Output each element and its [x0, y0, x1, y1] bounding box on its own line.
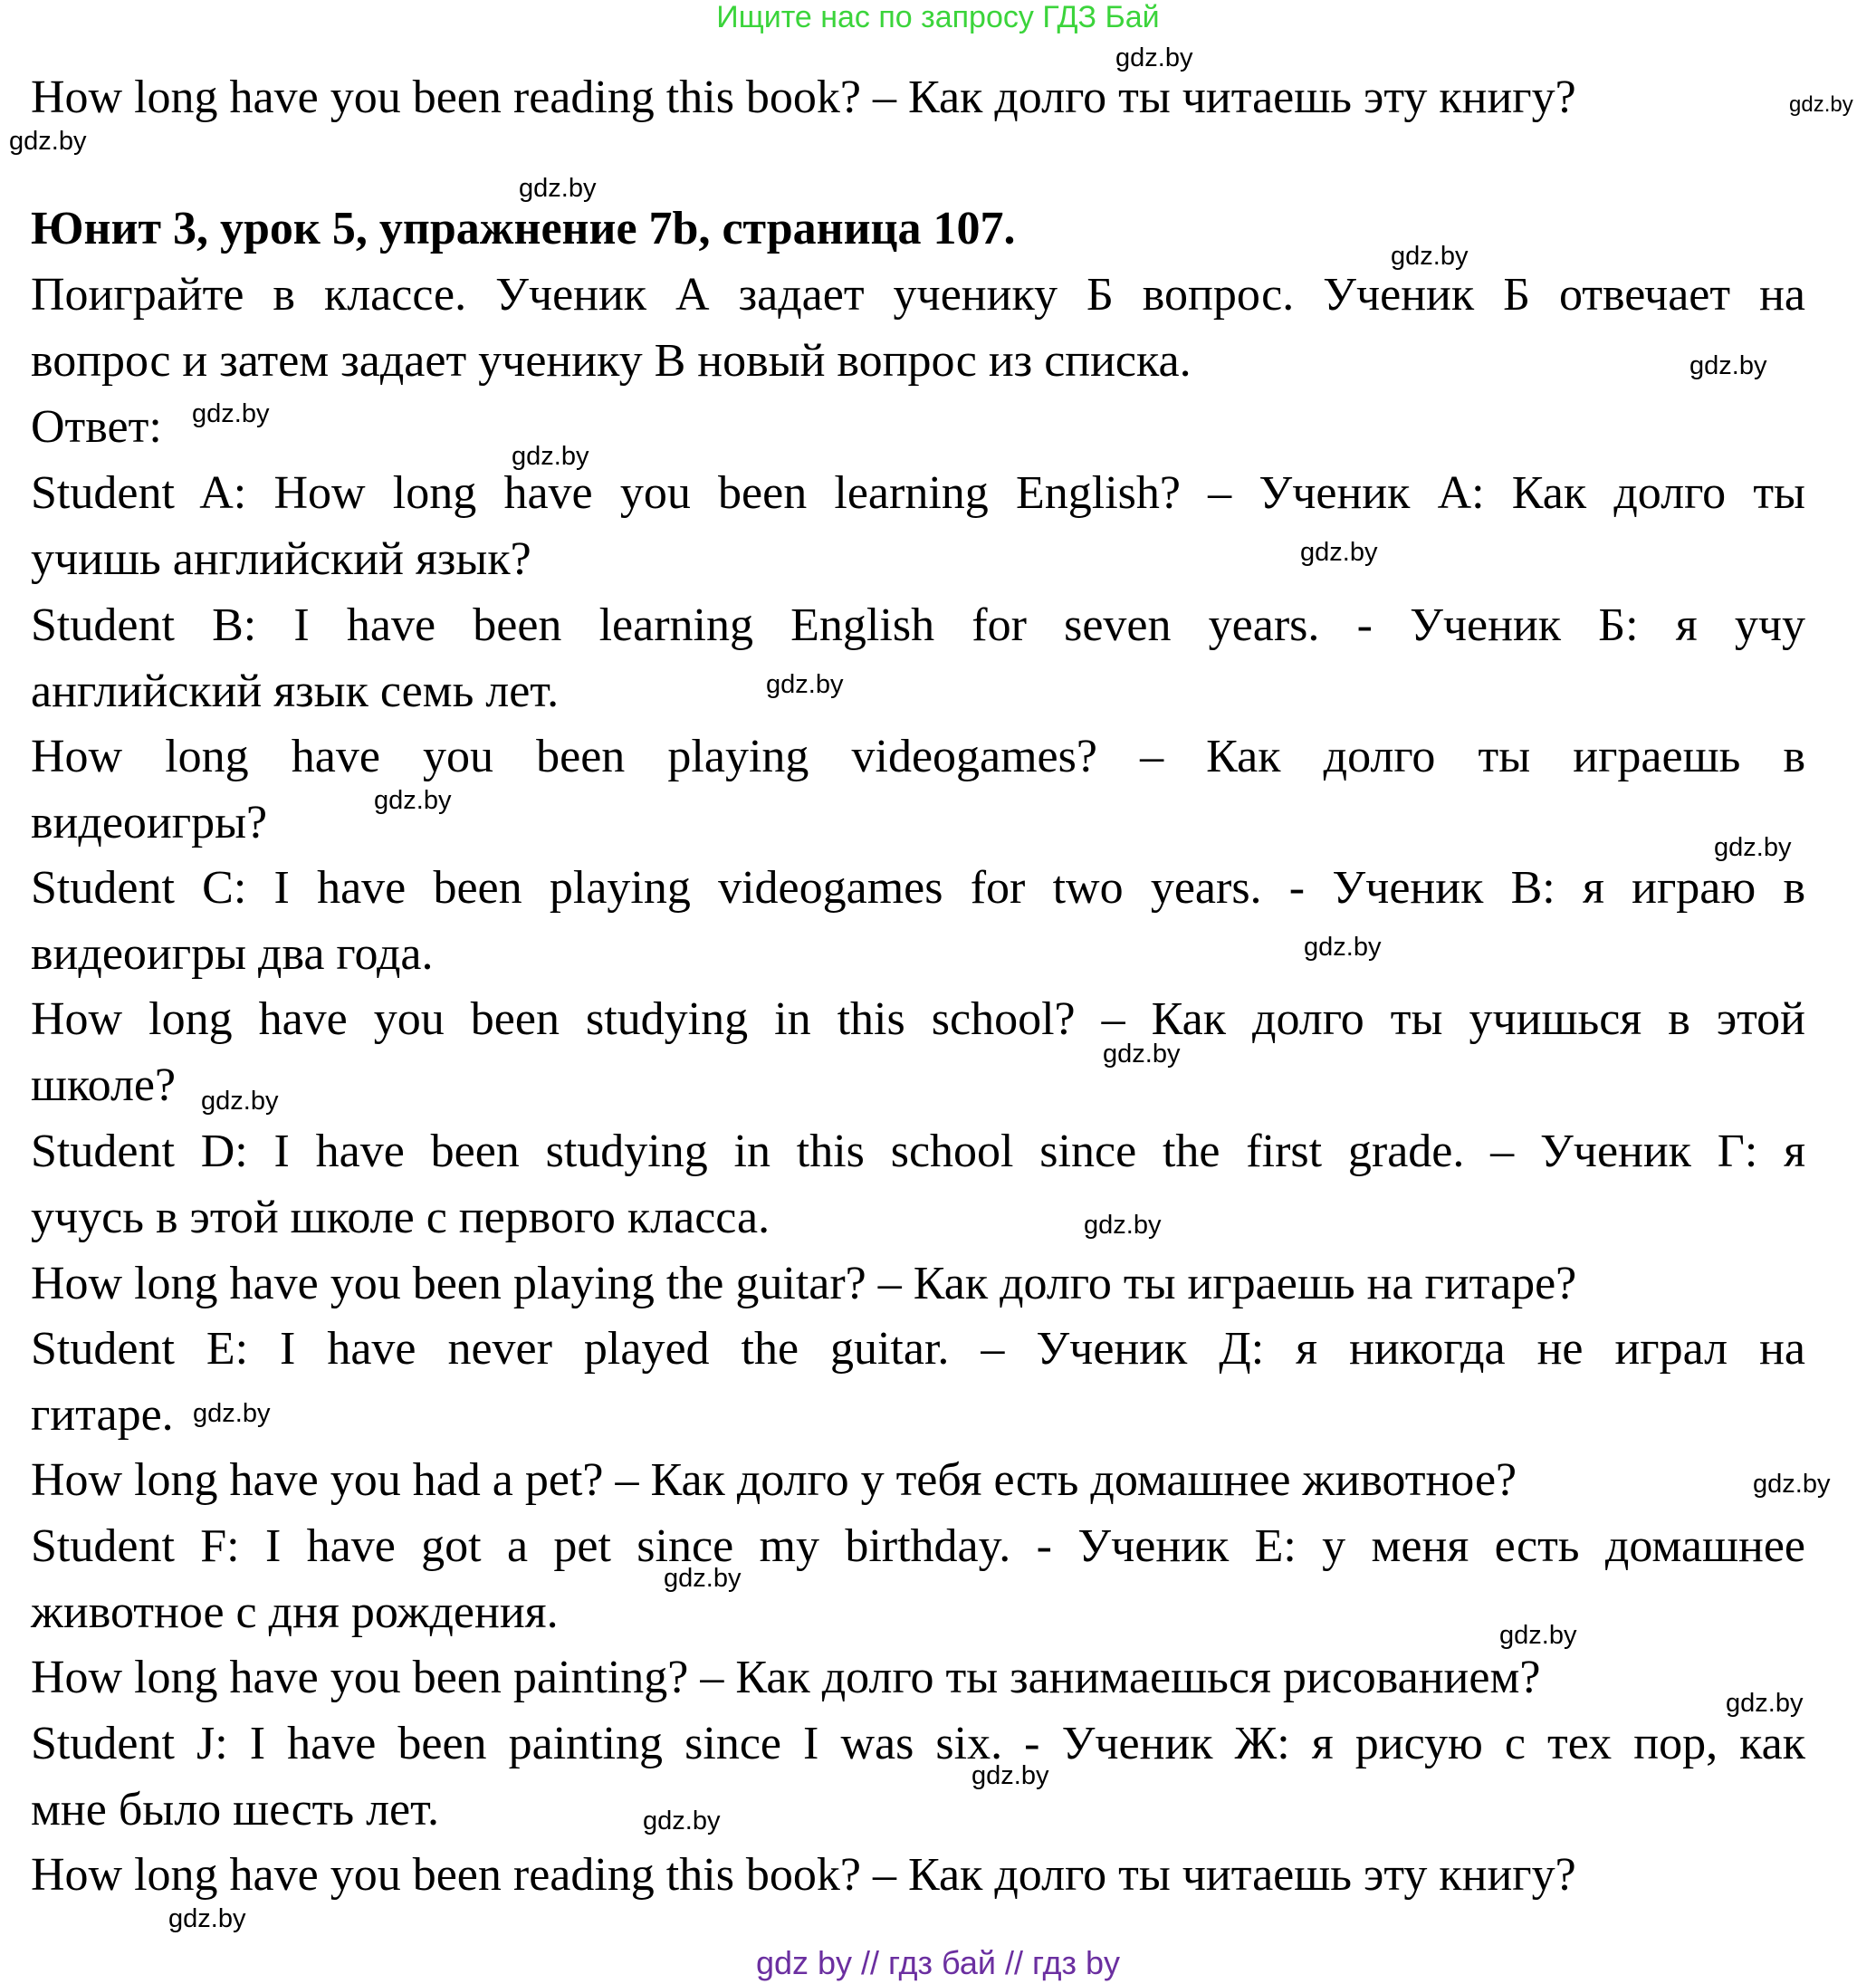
text-line: Student C: I have been playing videogames for two years. - Ученик В: я играю в	[31, 862, 1805, 914]
watermark: gdz.by	[9, 127, 87, 156]
task-text: Поиграйте в классе. Ученик А задает ученику Б вопрос. Ученик Б отвечает на	[31, 269, 1805, 321]
text-line: Student F: I have got a pet since my birthday. - Ученик Е: у меня есть домашнее	[31, 1520, 1805, 1572]
watermark: gdz.by	[1304, 933, 1382, 962]
text-line: How long have you been playing videogames? – Как долго ты играешь в	[31, 731, 1805, 782]
watermark: gdz.by	[193, 1399, 271, 1428]
text-line: Student E: I have never played the guitar. – Ученик Д: я никогда не играл на	[31, 1323, 1805, 1375]
watermark: gdz.by	[1103, 1040, 1181, 1069]
text-line: Student D: I have been studying in this school since the first grade. – Ученик Г: я	[31, 1126, 1805, 1177]
text-line: гитаре.	[31, 1389, 174, 1441]
text-line: How long have you had a pet? – Как долго у тебя есть домашнее животное?	[31, 1454, 1517, 1506]
text-line: видеоигры два года.	[31, 928, 434, 980]
text-line: школе?	[31, 1059, 177, 1111]
task-text: вопрос и затем задает ученику В новый вопрос из списка.	[31, 335, 1192, 387]
watermark: gdz.by	[1391, 242, 1469, 271]
bottom-banner: gdz by // гдз бай // гдз by	[755, 1944, 1121, 1981]
watermark: gdz.by	[1714, 833, 1792, 862]
watermark: gdz.by	[1499, 1621, 1577, 1650]
text-line: How long have you been studying in this school? – Как долго ты учишься в этой	[31, 993, 1805, 1045]
text-line: How long have you been playing the guitar? – Как долго ты играешь на гитаре?	[31, 1258, 1577, 1309]
watermark: gdz.by	[192, 399, 270, 428]
answer-label: Ответ:	[31, 401, 162, 453]
watermark: gdz.by	[766, 670, 844, 699]
text-line: мне было шесть лет.	[31, 1784, 439, 1835]
text-line: Student J: I have been painting since I was six. - Ученик Ж: я рисую с тех пор, как	[31, 1718, 1805, 1769]
watermark: gdz.by	[1084, 1211, 1162, 1240]
watermark: gdz.by	[1689, 351, 1767, 380]
text-line: английский язык семь лет.	[31, 666, 560, 717]
watermark: gdz.by	[664, 1564, 742, 1593]
text-line: How long have you been painting? – Как долго ты занимаешься рисованием?	[31, 1652, 1541, 1703]
watermark: gdz.by	[1753, 1470, 1831, 1499]
watermark: gdz.by	[1789, 92, 1853, 117]
watermark: gdz.by	[643, 1807, 721, 1835]
watermark: gdz.by	[168, 1904, 246, 1933]
watermark: gdz.by	[1115, 43, 1193, 72]
text-line: видеоигры?	[31, 797, 268, 848]
exercise-heading: Юнит 3, урок 5, упражнение 7b, страница 107.	[31, 203, 1016, 254]
text-line: How long have you been reading this book? – Как долго ты читаешь эту книгу?	[31, 1849, 1576, 1901]
watermark: gdz.by	[519, 174, 597, 203]
watermark: gdz.by	[512, 442, 589, 471]
watermark: gdz.by	[1726, 1689, 1804, 1718]
watermark: gdz.by	[1300, 538, 1378, 567]
text-line: учусь в этой школе с первого класса.	[31, 1192, 770, 1243]
text-line: животное с дня рождения.	[31, 1586, 559, 1638]
watermark: gdz.by	[201, 1087, 279, 1116]
watermark: gdz.by	[374, 786, 452, 815]
text-line: How long have you been reading this book? – Как долго ты читаешь эту книгу?	[31, 72, 1576, 123]
text-line: Student A: How long have you been learning English? – Ученик А: Как долго ты	[31, 467, 1805, 519]
top-banner: Ищите нас по запросу ГДЗ Бай	[716, 0, 1160, 34]
watermark: gdz.by	[972, 1761, 1049, 1790]
text-line: Student B: I have been learning English for seven years. - Ученик Б: я учу	[31, 599, 1805, 651]
text-line: учишь английский язык?	[31, 533, 531, 585]
